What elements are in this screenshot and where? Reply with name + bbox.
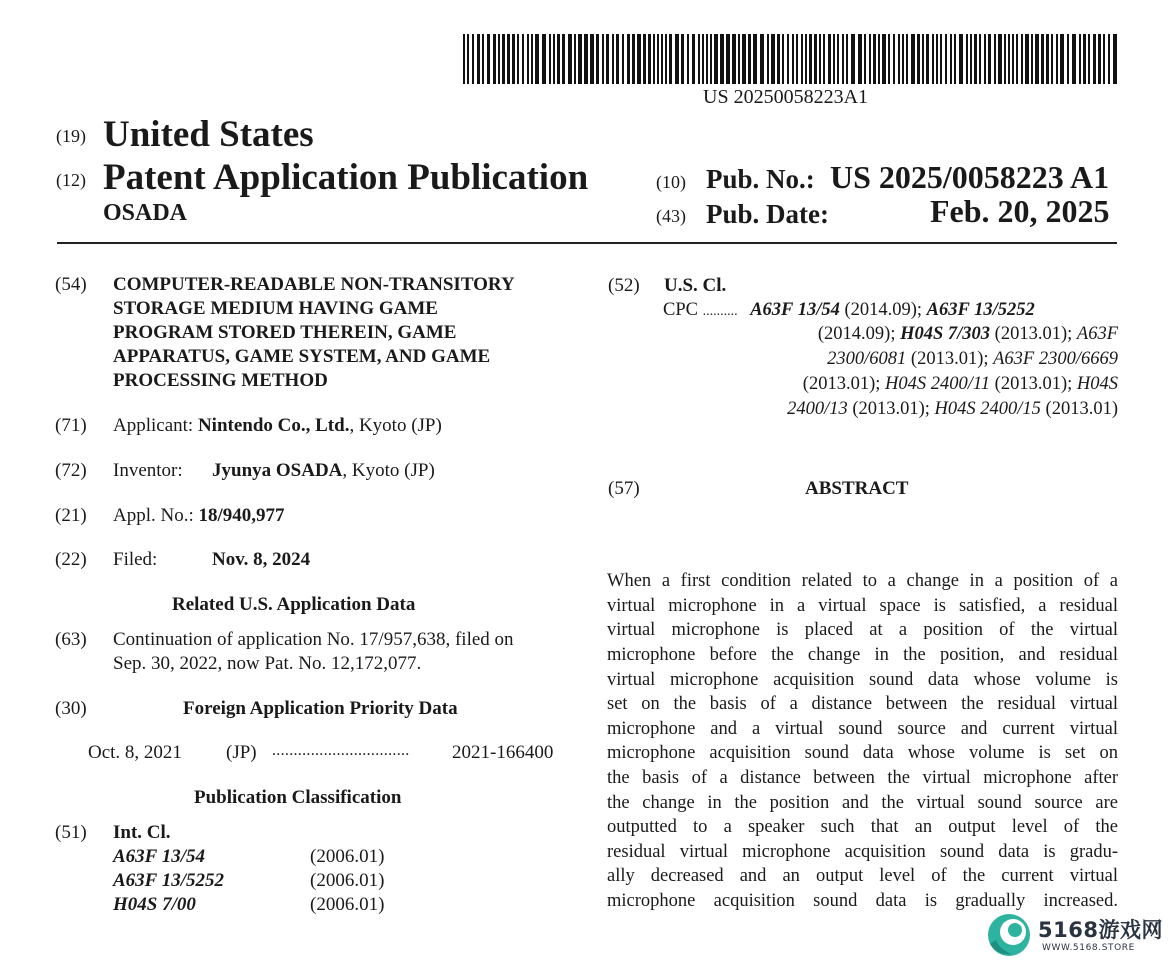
- pub-no: US 2025/0058223 A1: [830, 159, 1110, 195]
- cpc-code: 2300/6081: [827, 349, 907, 369]
- cpc-code: H04S 7/303: [900, 324, 991, 344]
- barcode-bar: [578, 34, 582, 84]
- barcode-bar: [1008, 34, 1010, 84]
- barcode-bar: [493, 34, 496, 84]
- barcode-bar: [1098, 34, 1101, 84]
- title-line: APPARATUS, GAME SYSTEM, AND GAME: [113, 346, 491, 367]
- cpc-code: A63F 2300/6669: [993, 349, 1118, 369]
- barcode-bar: [706, 34, 708, 84]
- barcode-bar: [710, 34, 712, 84]
- barcode-bar: [966, 34, 968, 84]
- int-cl-label: Int. Cl.: [113, 822, 171, 843]
- barcode-bar: [833, 34, 835, 84]
- barcode-bar: [801, 34, 803, 84]
- barcode-bar: [792, 34, 794, 84]
- inid-code-72: (72): [55, 460, 87, 481]
- barcode-bar: [675, 34, 679, 84]
- applicant-row: [113, 415, 442, 437]
- barcode-bar: [477, 34, 480, 84]
- barcode-bar: [553, 34, 555, 84]
- barcode-bar: [917, 34, 920, 84]
- abstract-line: the basis of a distance between the virtual microphone after: [607, 768, 1118, 788]
- barcode-bar: [864, 34, 866, 84]
- barcode-bar: [959, 34, 963, 84]
- barcode-bar: [1103, 34, 1105, 84]
- cpc-version: (2014.09);: [817, 324, 896, 344]
- abstract-heading: ABSTRACT: [805, 478, 909, 499]
- barcode-bar: [945, 34, 947, 84]
- barcode-bar: [1083, 34, 1086, 84]
- int-cl-class: A63F 13/54: [113, 846, 206, 867]
- inid-code-21: (21): [55, 505, 87, 526]
- watermark-brand: 5168游戏网: [1038, 918, 1163, 942]
- barcode-bar: [726, 34, 730, 84]
- int-cl-version: (2006.01): [310, 870, 385, 891]
- barcode-bar: [814, 34, 817, 84]
- barcode-bar: [535, 34, 539, 84]
- barcode-bar: [665, 34, 667, 84]
- cpc-line: [803, 374, 1118, 395]
- cpc-line: [787, 399, 1118, 420]
- barcode-bar: [771, 34, 775, 84]
- cpc-version: (2013.01): [1045, 399, 1118, 419]
- barcode-bar: [777, 34, 780, 84]
- barcode-bar: [936, 34, 938, 84]
- cpc-code: A63F: [1076, 324, 1118, 344]
- barcode-bar: [1093, 34, 1096, 84]
- cpc-version: (2014.09);: [844, 300, 923, 320]
- title-line: PROGRAM STORED THEREIN, GAME: [113, 322, 457, 343]
- barcode-bar: [661, 34, 663, 84]
- barcode-bar: [984, 34, 986, 84]
- barcode-bar: [882, 34, 886, 84]
- barcode-bar: [714, 34, 718, 84]
- barcode-bar: [796, 34, 798, 84]
- cpc-label: CPC: [663, 300, 698, 320]
- barcode-bar: [517, 34, 519, 84]
- barcode-bar: [1041, 34, 1044, 84]
- barcode-bars: [463, 34, 1119, 84]
- barcode-bar: [970, 34, 972, 84]
- header-divider: [57, 242, 1117, 244]
- int-cl-version: (2006.01): [310, 894, 385, 915]
- barcode-bar: [954, 34, 956, 84]
- barcode-bar: [681, 34, 684, 84]
- inid-code-43: (43): [656, 206, 686, 226]
- watermark-emblem-icon: [984, 910, 1034, 960]
- barcode-bar: [502, 34, 505, 84]
- barcode-bar: [1108, 34, 1110, 84]
- abstract-line: microphone acquisition sound data whose volume is set on: [607, 743, 1118, 763]
- barcode-bar: [542, 34, 546, 84]
- barcode-bar: [869, 34, 871, 84]
- country: United States: [103, 114, 314, 155]
- barcode-bar: [732, 34, 736, 84]
- cpc-version: (2013.01);: [994, 324, 1073, 344]
- barcode-bar: [527, 34, 529, 84]
- inid-code-52: (52): [608, 275, 640, 296]
- barcode-bar: [738, 34, 740, 84]
- barcode-bar: [893, 34, 895, 84]
- cpc-version: (2013.01);: [852, 399, 930, 419]
- barcode-bar: [692, 34, 695, 84]
- barcode-bar: [1067, 34, 1069, 84]
- barcode-bar: [482, 34, 484, 84]
- inid-code-30: (30): [55, 698, 87, 719]
- barcode-bar: [819, 34, 821, 84]
- barcode-bar: [637, 34, 641, 84]
- barcode-bar: [1035, 34, 1039, 84]
- barcode-bar: [979, 34, 981, 84]
- barcode-bar: [878, 34, 880, 84]
- foreign-priority-heading: Foreign Application Priority Data: [183, 698, 458, 719]
- barcode-bar: [837, 34, 839, 84]
- barcode-bar: [873, 34, 876, 84]
- barcode-bar: [627, 34, 630, 84]
- barcode-bar: [549, 34, 551, 84]
- barcode-bar: [748, 34, 751, 84]
- barcode-bar: [1004, 34, 1006, 84]
- inid-code-54: (54): [55, 274, 87, 295]
- int-cl-class: H04S 7/00: [113, 894, 196, 915]
- barcode-number: US 20250058223A1: [703, 86, 869, 108]
- barcode-bar: [851, 34, 855, 84]
- abstract-line: virtual microphone is placed at a position of the virtual: [607, 620, 1118, 640]
- abstract-line: residual virtual microphone acquisition sound data is gradu-: [607, 842, 1118, 862]
- cpc-code: A63F 13/5252: [926, 300, 1035, 320]
- filed-date: Nov. 8, 2024: [212, 549, 311, 570]
- barcode-bar: [902, 34, 904, 84]
- barcode-bar: [657, 34, 659, 84]
- barcode-bar: [846, 34, 848, 84]
- barcode-bar: [1016, 34, 1018, 84]
- inid-code-71: (71): [55, 415, 87, 436]
- pub-no-label: Pub. No.:: [706, 164, 815, 194]
- priority-date: Oct. 8, 2021: [88, 742, 182, 763]
- abstract-line: virtual microphone in a virtual space is satisfied, a residual: [607, 596, 1118, 616]
- barcode-bar: [828, 34, 831, 84]
- barcode-bar: [994, 34, 996, 84]
- barcode-bar: [760, 34, 764, 84]
- appl-number: 18/940,977: [198, 505, 285, 526]
- barcode-bar: [522, 34, 524, 84]
- title-line: PROCESSING METHOD: [113, 370, 328, 391]
- barcode-bar: [1056, 34, 1058, 84]
- barcode-bar: [643, 34, 646, 84]
- watermark-logo: [984, 910, 1170, 960]
- barcode-bar: [998, 34, 1002, 84]
- barcode-bar: [472, 34, 474, 84]
- barcode-bar: [568, 34, 572, 84]
- pub-date-label: Pub. Date:: [706, 199, 829, 229]
- barcode-bar: [787, 34, 789, 84]
- cpc-code: 2400/13: [787, 399, 848, 419]
- us-cl-label: U.S. Cl.: [664, 275, 727, 296]
- barcode-bar: [669, 34, 672, 84]
- barcode-bar: [531, 34, 533, 84]
- pub-date: Feb. 20, 2025: [930, 193, 1110, 229]
- continuation-line: Continuation of application No. 17/957,638, filed on: [113, 629, 514, 650]
- inventor-location: , Kyoto (JP): [342, 460, 435, 481]
- barcode-bar: [1046, 34, 1049, 84]
- barcode-bar: [1012, 34, 1014, 84]
- barcode-bar: [1088, 34, 1090, 84]
- int-cl-version: (2006.01): [310, 846, 385, 867]
- barcode-bar: [702, 34, 704, 84]
- barcode-bar: [584, 34, 588, 84]
- abstract-line: set on the basis of a distance between the residual virtual: [607, 694, 1118, 714]
- cpc-line: [663, 300, 1035, 321]
- appl-row: [113, 505, 285, 527]
- barcode-bar: [720, 34, 724, 84]
- barcode-bar: [988, 34, 991, 84]
- barcode-bar: [922, 34, 924, 84]
- barcode-bar: [742, 34, 746, 84]
- barcode-bar: [574, 34, 576, 84]
- cpc-code: H04S 2400/15: [934, 399, 1041, 419]
- barcode-bar: [805, 34, 807, 84]
- title-line: COMPUTER-READABLE NON-TRANSITORY: [113, 274, 515, 295]
- barcode-bar: [596, 34, 599, 84]
- barcode-bar: [648, 34, 651, 84]
- inid-code-19: (19): [56, 126, 86, 146]
- inventor-name: Jyunya OSADA: [212, 460, 343, 481]
- filed-label: Filed:: [113, 549, 158, 570]
- barcode-bar: [467, 34, 469, 84]
- abstract-line: microphone before the change in the position, and residual: [607, 645, 1118, 665]
- barcode-bar: [616, 34, 619, 84]
- cpc-leader-dots: ..........: [702, 304, 738, 319]
- priority-leader-dots: ................................: [272, 742, 410, 759]
- inid-code-51: (51): [55, 822, 87, 843]
- inventor-row: [212, 460, 435, 482]
- applicant-name: Nintendo Co., Ltd.: [197, 415, 350, 436]
- barcode-bar: [809, 34, 812, 84]
- barcode-bar: [974, 34, 977, 84]
- barcode-bar: [1051, 34, 1053, 84]
- priority-country: (JP): [226, 742, 257, 763]
- barcode-bar: [767, 34, 769, 84]
- abstract-line: microphone and a virtual sound source and current virtual: [607, 719, 1118, 739]
- abstract-line: the change in the position and the virtual sound source are: [607, 793, 1118, 813]
- barcode-bar: [687, 34, 689, 84]
- abstract-line: microphone acquisition sound data is gradually increased.: [607, 891, 1118, 911]
- inid-code-63: (63): [55, 629, 87, 650]
- barcode-bar: [906, 34, 908, 84]
- inventor-surname: OSADA: [103, 200, 188, 226]
- appl-label: Appl. No.:: [113, 505, 194, 526]
- watermark-url: WWW.5168.STORE: [1042, 943, 1135, 953]
- title-line: STORAGE MEDIUM HAVING GAME: [113, 298, 438, 319]
- barcode-bar: [1113, 34, 1117, 84]
- applicant-location: , Kyoto (JP): [349, 415, 442, 436]
- cpc-code: A63F 13/54: [750, 300, 840, 320]
- barcode-bar: [512, 34, 515, 84]
- inid-code-10: (10): [656, 172, 686, 192]
- barcode-bar: [1031, 34, 1033, 84]
- barcode-bar: [858, 34, 862, 84]
- publication-type: Patent Application Publication: [103, 157, 589, 198]
- abstract-line: outputted to a speaker such that an output level of the: [607, 817, 1118, 837]
- barcode-bar: [612, 34, 614, 84]
- abstract-line: virtual microphone acquisition sound data whose volume is: [607, 670, 1118, 690]
- barcode-bar: [507, 34, 510, 84]
- barcode-bar: [498, 34, 500, 84]
- abstract-line: When a first condition related to a change in a position of a: [607, 571, 1118, 591]
- cpc-version: (2013.01);: [910, 349, 989, 369]
- related-data-heading: Related U.S. Application Data: [172, 594, 416, 615]
- barcode-bar: [1025, 34, 1029, 84]
- barcode-bar: [653, 34, 655, 84]
- inid-code-12: (12): [56, 170, 86, 190]
- cpc-version: (2013.01);: [802, 374, 881, 394]
- barcode-bar: [932, 34, 934, 84]
- barcode-bar: [753, 34, 757, 84]
- continuation-line: Sep. 30, 2022, now Pat. No. 12,172,077.: [113, 653, 422, 674]
- barcode-bar: [602, 34, 604, 84]
- barcode-bar: [463, 34, 465, 84]
- publication-classification-heading: Publication Classification: [194, 787, 402, 808]
- barcode-bar: [782, 34, 784, 84]
- cpc-line: [818, 324, 1118, 345]
- cpc-line: [827, 349, 1118, 370]
- barcode-bar: [606, 34, 609, 84]
- int-cl-class: A63F 13/5252: [113, 870, 225, 891]
- barcode-bar: [590, 34, 594, 84]
- barcode-bar: [1021, 34, 1023, 84]
- applicant-label: Applicant:: [113, 415, 194, 436]
- priority-number: 2021-166400: [452, 742, 554, 763]
- cpc-version: (2013.01);: [994, 374, 1073, 394]
- cpc-code: H04S 2400/11: [885, 374, 991, 394]
- barcode-bar: [1072, 34, 1076, 84]
- abstract-line: ally decreased and an output level of the current virtual: [607, 866, 1118, 886]
- inid-code-57: (57): [608, 478, 640, 499]
- barcode-bar: [940, 34, 942, 84]
- cpc-code: H04S: [1076, 374, 1118, 394]
- barcode-bar: [926, 34, 929, 84]
- barcode-bar: [1060, 34, 1064, 84]
- barcode-bar: [698, 34, 700, 84]
- barcode-bar: [487, 34, 490, 84]
- barcode-bar: [562, 34, 565, 84]
- barcode-bar: [911, 34, 915, 84]
- barcode-bar: [888, 34, 890, 84]
- inid-code-22: (22): [55, 549, 87, 570]
- barcode-bar: [898, 34, 900, 84]
- barcode-bar: [1079, 34, 1081, 84]
- barcode-bar: [842, 34, 844, 84]
- barcode-bar: [950, 34, 952, 84]
- barcode-bar: [823, 34, 825, 84]
- inventor-label: Inventor:: [113, 460, 183, 481]
- barcode-bar: [557, 34, 560, 84]
- barcode-bar: [622, 34, 624, 84]
- barcode-bar: [632, 34, 635, 84]
